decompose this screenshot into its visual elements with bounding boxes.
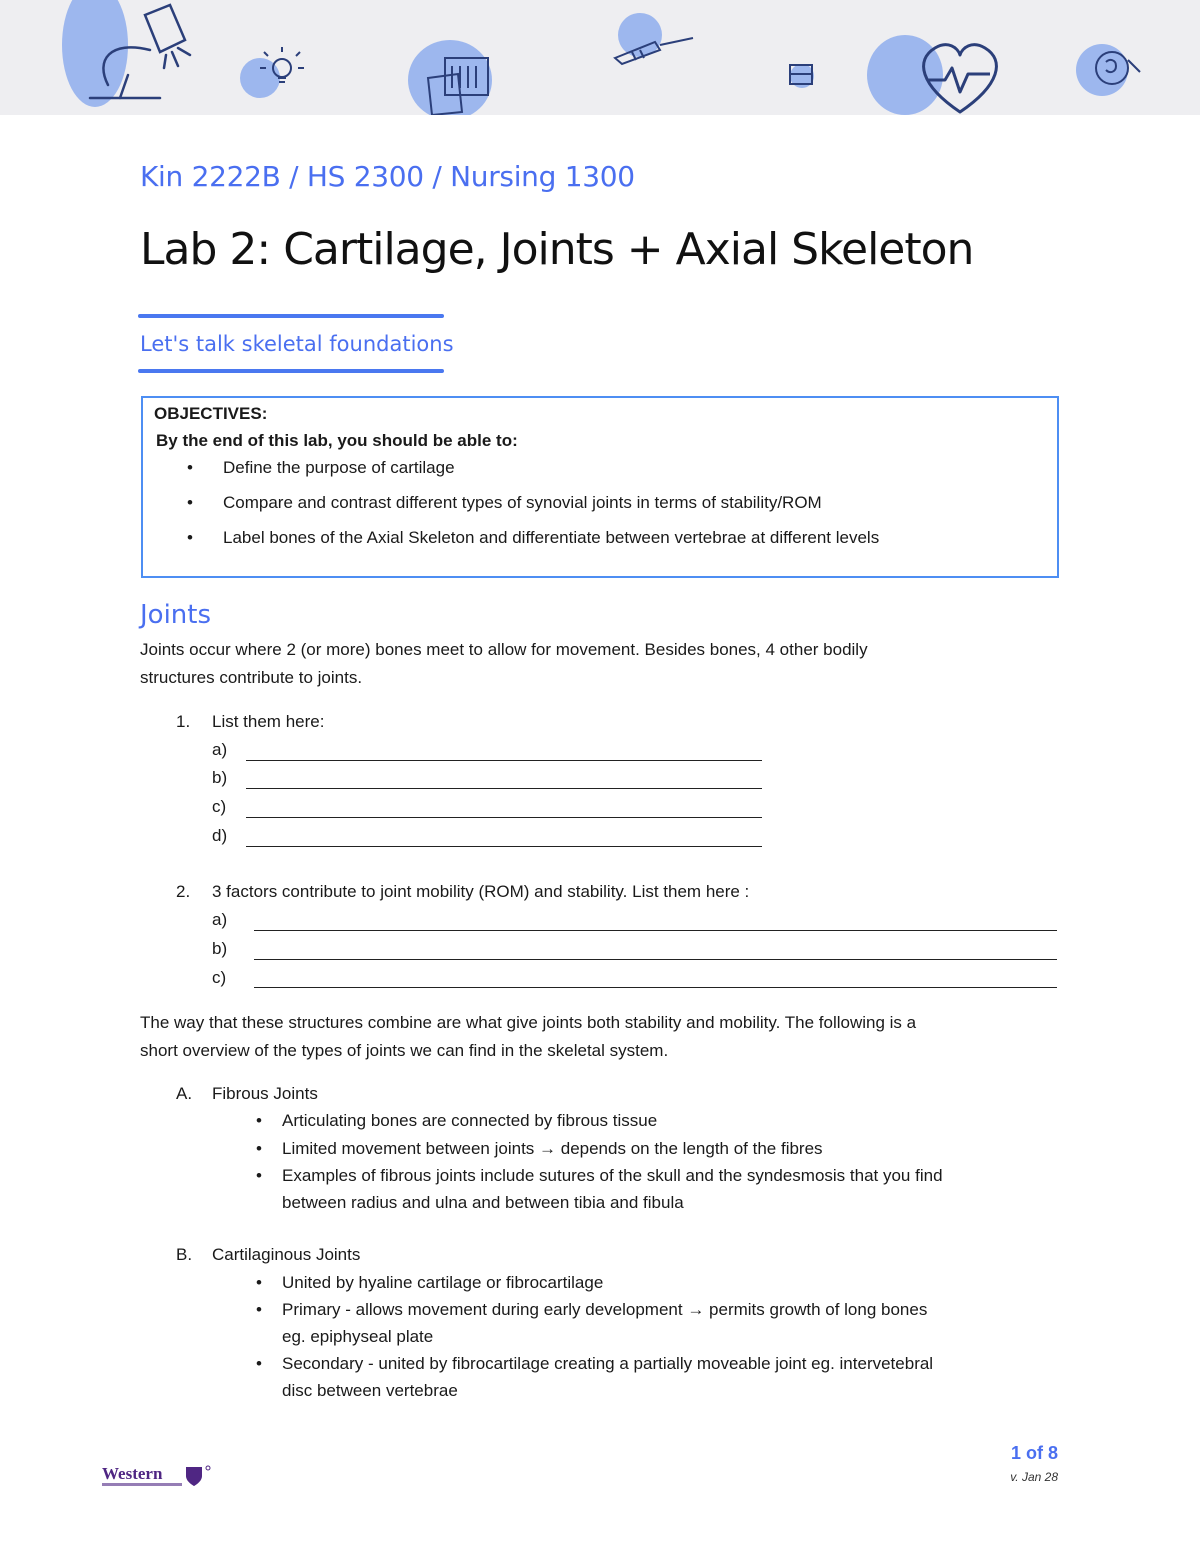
answer-line-2c[interactable] xyxy=(254,987,1057,988)
bullet-icon: • xyxy=(256,1354,262,1373)
page-title: Lab 2: Cartilage, Joints + Axial Skeleton xyxy=(140,224,974,275)
lightbulb-icon xyxy=(240,47,304,98)
fibrous-bullet-3-line1: Examples of fibrous joints include sutures of the skull and the syndesmosis that you find xyxy=(282,1166,943,1185)
version-label: v. Jan 28 xyxy=(1010,1470,1058,1484)
page-number: 1 of 8 xyxy=(1010,1443,1058,1463)
cartilaginous-bullet-1: United by hyaline cartilage or fibrocartilage xyxy=(282,1273,604,1292)
bullet-icon: • xyxy=(256,1139,262,1158)
answer-letter: b) xyxy=(212,768,228,787)
pill-box-icon xyxy=(790,64,814,88)
joints-intro-line2: structures contribute to joints. xyxy=(140,668,363,687)
joint-type-label: B. xyxy=(176,1245,193,1264)
joints-intro-line1: Joints occur where 2 (or more) bones meet to allow for movement. Besides bones, 4 other bodily xyxy=(140,640,868,659)
microscope-icon xyxy=(62,0,190,107)
answer-letter: a) xyxy=(212,910,228,929)
western-logo xyxy=(102,1464,212,1490)
scalpel-icon xyxy=(615,13,693,64)
answer-letter: d) xyxy=(212,826,228,845)
cartilaginous-bullet-2-line2: eg. epiphyseal plate xyxy=(282,1327,434,1346)
bullet-icon: • xyxy=(256,1166,262,1185)
answer-line-1a[interactable] xyxy=(246,760,762,761)
fibrous-bullet-1: Articulating bones are connected by fibrous tissue xyxy=(282,1111,658,1130)
document-icon xyxy=(408,40,492,115)
bullet-icon: • xyxy=(187,528,193,547)
bullet-icon: • xyxy=(256,1273,262,1292)
cartilaginous-bullet-2-line1: Primary - allows movement during early development → permits growth of long bones xyxy=(282,1300,928,1319)
question-1-text: List them here: xyxy=(212,712,325,731)
heart-pulse-icon xyxy=(867,35,996,115)
fetus-icon xyxy=(1076,44,1140,96)
question-number: 2. xyxy=(176,882,191,901)
bullet-icon: • xyxy=(256,1111,262,1130)
header-banner xyxy=(0,0,1200,115)
fibrous-bullet-2: Limited movement between joints → depends on the length of the fibres xyxy=(282,1139,823,1158)
bullet-icon: • xyxy=(256,1300,262,1319)
objectives-heading: OBJECTIVES: xyxy=(154,404,268,423)
objectives-box xyxy=(141,396,1059,578)
page-subtitle: Let's talk skeletal foundations xyxy=(140,332,454,356)
question-2-text: 3 factors contribute to joint mobility (ROM) and stability. List them here : xyxy=(212,882,750,901)
bullet-icon: • xyxy=(187,493,193,512)
joint-type-label: A. xyxy=(176,1084,193,1103)
title-rule-top xyxy=(138,314,444,318)
answer-line-2b[interactable] xyxy=(254,959,1057,960)
overview-line1: The way that these structures combine are what give joints both stability and mobility. The following is a xyxy=(140,1013,917,1032)
answer-line-1d[interactable] xyxy=(246,846,762,847)
joint-type-fibrous: Fibrous Joints xyxy=(212,1084,318,1103)
objective-item: Label bones of the Axial Skeleton and differentiate between vertebrae at different levels xyxy=(223,528,880,547)
overview-line2: short overview of the types of joints we can find in the skeletal system. xyxy=(140,1041,669,1060)
answer-letter: c) xyxy=(212,968,227,987)
answer-letter: a) xyxy=(212,740,228,759)
bullet-icon: • xyxy=(187,458,193,477)
course-code: Kin 2222B / HS 2300 / Nursing 1300 xyxy=(140,160,635,193)
fibrous-bullet-3-line2: between radius and ulna and between tibia and fibula xyxy=(282,1193,684,1212)
answer-letter: c) xyxy=(212,797,227,816)
logo-wordmark: Western xyxy=(102,1464,163,1483)
section-heading-joints: Joints xyxy=(140,600,212,630)
answer-letter: b) xyxy=(212,939,228,958)
cartilaginous-bullet-3-line2: disc between vertebrae xyxy=(282,1381,458,1400)
objective-item: Define the purpose of cartilage xyxy=(223,458,455,477)
answer-line-2a[interactable] xyxy=(254,930,1057,931)
joint-type-cartilaginous: Cartilaginous Joints xyxy=(212,1245,361,1264)
answer-line-1b[interactable] xyxy=(246,788,762,789)
cartilaginous-bullet-3-line1: Secondary - united by fibrocartilage creating a partially moveable joint eg. intervetebral xyxy=(282,1354,934,1373)
question-number: 1. xyxy=(176,712,191,731)
answer-line-1c[interactable] xyxy=(246,817,762,818)
objective-item: Compare and contrast different types of synovial joints in terms of stability/ROM xyxy=(223,493,822,512)
title-rule-bottom xyxy=(138,369,444,373)
objectives-intro: By the end of this lab, you should be able to: xyxy=(156,431,518,450)
